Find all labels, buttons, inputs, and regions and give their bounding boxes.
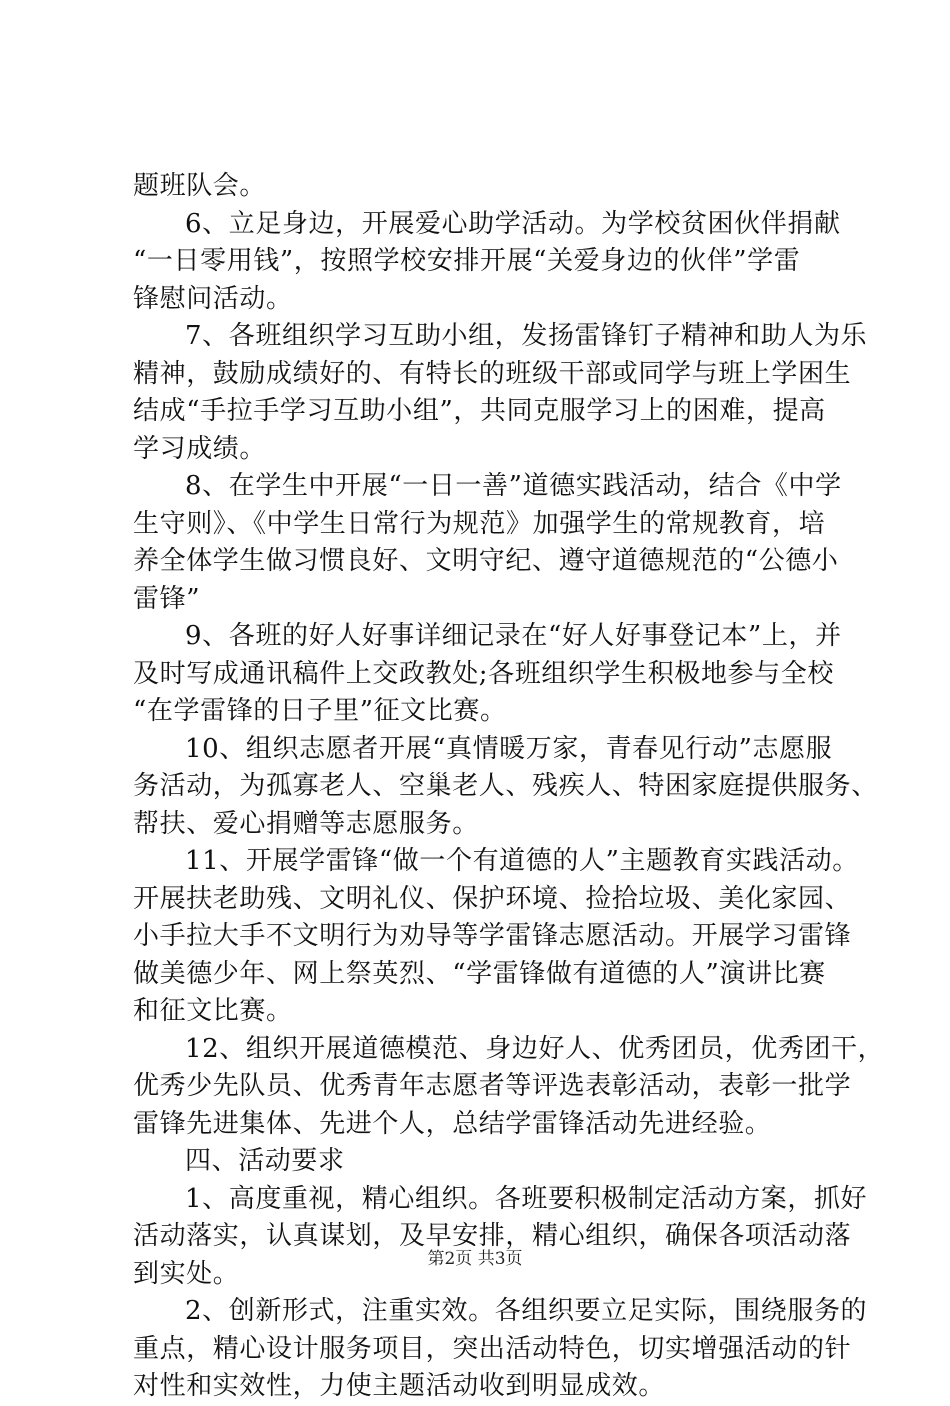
paragraph-line: 务活动，为孤寡老人、空巢老人、残疾人、特困家庭提供服务、 bbox=[133, 771, 878, 801]
paragraph-line: 四、活动要求 bbox=[185, 1146, 345, 1176]
document-paragraph bbox=[133, 468, 853, 618]
document-paragraph bbox=[133, 168, 853, 206]
paragraph-line: 重点，精心设计服务项目，突出活动特色，切实增强活动的针 bbox=[133, 1333, 852, 1364]
paragraph-line: 1、高度重视，精心组织。各班要积极制定活动方案，抓好 bbox=[185, 1183, 868, 1214]
paragraph-line: “在学雷锋的日子里”征文比赛。 bbox=[133, 696, 507, 726]
document-paragraph bbox=[133, 206, 853, 319]
paragraph-line: 和征文比赛。 bbox=[133, 996, 293, 1026]
document-body bbox=[133, 168, 885, 1406]
page-footer: 第2页 共3页 bbox=[427, 1249, 523, 1269]
paragraph-line: 10、组织志愿者开展“真情暖万家，青春见行动”志愿服 bbox=[185, 733, 833, 764]
paragraph-line: 雷锋先进集体、先进个人，总结学雷锋活动先进经验。 bbox=[133, 1108, 772, 1139]
document-paragraph bbox=[133, 731, 878, 844]
paragraph-line: 6、立足身边，开展爱心助学活动。为学校贫困伙伴捐献 bbox=[185, 208, 841, 239]
paragraph-line: 2、创新形式，注重实效。各组织要立足实际，围绕服务的 bbox=[185, 1296, 868, 1326]
paragraph-line: 到实处。 bbox=[133, 1258, 240, 1289]
paragraph-line: 8、在学生中开展“一日一善”道德实践活动，结合《中学 bbox=[185, 471, 842, 501]
paragraph-line: 9、各班的好人好事详细记录在“好人好事登记本”上，并 bbox=[185, 621, 842, 651]
document-paragraph bbox=[133, 1143, 853, 1181]
document-paragraph bbox=[133, 1181, 868, 1294]
paragraph-line: 生守则》、《中学生日常行为规范》加强学生的常规教育，培 bbox=[133, 508, 826, 539]
document-paragraph bbox=[133, 843, 859, 1031]
paragraph-line: 做美德少年、网上祭英烈、“学雷锋做有道德的人”演讲比赛 bbox=[133, 958, 826, 989]
paragraph-line: 小手拉大手不文明行为劝导等学雷锋志愿活动。开展学习雷锋 bbox=[133, 921, 852, 951]
paragraph-line: 雷锋” bbox=[133, 583, 201, 614]
paragraph-line: 养全体学生做习惯良好、文明守纪、遵守道德规范的“公德小 bbox=[133, 546, 839, 576]
paragraph-line: 结成“手拉手学习互助小组”，共同克服学习上的困难，提高 bbox=[133, 396, 826, 426]
document-paragraph bbox=[133, 318, 868, 468]
paragraph-line: 12、组织开展道德模范、身边好人、优秀团员，优秀团干， bbox=[185, 1033, 885, 1064]
document-paragraph bbox=[133, 618, 853, 731]
paragraph-line: 优秀少先队员、优秀青年志愿者等评选表彰活动，表彰一批学 bbox=[133, 1071, 852, 1101]
paragraph-line: 及时写成通讯稿件上交政教处;各班组织学生积极地参与全校 bbox=[133, 658, 834, 689]
paragraph-line: 11、开展学雷锋“做一个有道德的人”主题教育实践活动。 bbox=[185, 846, 859, 876]
paragraph-line: 精神，鼓励成绩好的、有特长的班级干部或同学与班上学困生 bbox=[133, 358, 852, 389]
document-paragraph bbox=[133, 1031, 885, 1144]
paragraph-line: 对性和实效性，力使主题活动收到明显成效。 bbox=[133, 1371, 666, 1401]
paragraph-line: 开展扶老助残、文明礼仪、保护环境、捡拾垃圾、美化家园、 bbox=[133, 883, 852, 914]
paragraph-line: “一日零用钱”，按照学校安排开展“关爱身边的伙伴”学雷 bbox=[133, 246, 801, 276]
paragraph-line: 7、各班组织学习互助小组，发扬雷锋钉子精神和助人为乐 bbox=[185, 321, 868, 351]
paragraph-line: 学习成绩。 bbox=[133, 433, 267, 464]
paragraph-line: 帮扶、爱心捐赠等志愿服务。 bbox=[133, 808, 479, 839]
paragraph-line: 题班队会。 bbox=[133, 171, 267, 201]
document-paragraph bbox=[133, 1293, 868, 1406]
paragraph-line: 锋慰问活动。 bbox=[133, 283, 293, 314]
paragraph-line: 活动落实，认真谋划，及早安排，精心组织，确保各项活动落 bbox=[133, 1221, 852, 1251]
